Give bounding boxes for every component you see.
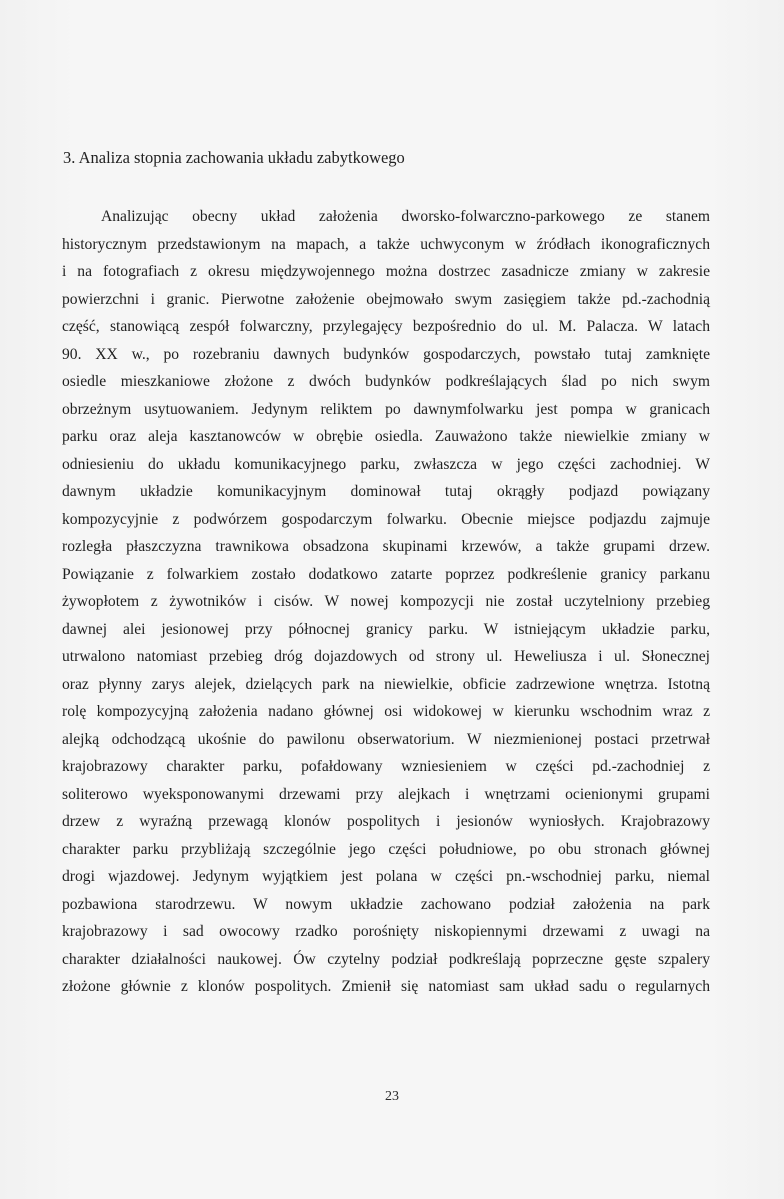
paragraph-line: parku oraz aleja kasztanowców w obrębie osiedla. Zauważono także niewielkie zmiany w: [62, 428, 710, 445]
body-paragraph: [62, 203, 710, 1001]
paragraph-line: rolę kompozycyjną założenia nadano głównej osi widokowej w kierunku wschodnim wraz z: [62, 703, 710, 720]
paragraph-line: soliterowo wyeksponowanymi drzewami przy alejkach i wnętrzami ocienionymi grupami: [62, 785, 710, 803]
paragraph-line: krajobrazowy charakter parku, pofałdowany wzniesieniem w części pd.-zachodniej z: [62, 758, 710, 775]
paragraph-line: żywopłotem z żywotników i cisów. W nowej kompozycji nie został uczytelniony przebieg: [62, 593, 710, 610]
paragraph-line: dawnej alei jesionowej przy północnej granicy parku. W istniejącym układzie parku,: [62, 620, 710, 638]
paragraph-line: Powiązanie z folwarkiem zostało dodatkowo zatarte poprzez podkreślenie granicy parkanu: [62, 565, 710, 583]
paragraph-line: alejką odchodzącą ukośnie do pawilonu obserwatorium. W niezmienionej postaci przetrwał: [62, 730, 710, 748]
section-heading: 3. Analiza stopnia zachowania układu zabytkowego: [63, 148, 405, 167]
paragraph-line: część, stanowiącą zespół folwarczny, przylegajęcy bezpośrednio do ul. M. Palacza. W latach: [62, 318, 710, 335]
paragraph-line: Analizując obecny układ założenia dworsko-folwarczno-parkowego ze stanem: [101, 208, 710, 225]
paragraph-line: obrzeżnym usytuowaniem. Jedynym reliktem po dawnymfolwarku jest pompa w granicach: [62, 400, 710, 418]
paragraph-line: historycznym przedstawionym na mapach, a także uchwyconym w źródłach ikonograficznych: [62, 235, 710, 253]
paragraph-line: osiedle mieszkaniowe złożone z dwóch budynków podkreślających ślad po nich swym: [62, 373, 710, 390]
paragraph-line: charakter działalności naukowej. Ów czytelny podział podkreślają poprzeczne gęste szpalery: [62, 950, 710, 968]
paragraph-line: kompozycyjnie z podwórzem gospodarczym folwarku. Obecnie miejsce podjazdu zajmuje: [62, 510, 710, 528]
paragraph-line: charakter parku przybliżają szczególnie jego części południowe, po obu stronach głównej: [62, 840, 710, 858]
paragraph-line: odniesieniu do układu komunikacyjnego parku, zwłaszcza w jego części zachodniej. W: [62, 455, 710, 473]
paragraph-line: dawnym układzie komunikacyjnym dominował tutaj okrągły podjazd powiązany: [62, 483, 710, 500]
paragraph-line: oraz płynny zarys alejek, dzielących park na niewielkie, obficie zadrzewione wnętrza. Istotną: [62, 675, 710, 693]
paragraph-line: drzew z wyraźną przewagą klonów pospolitych i jesionów wyniosłych. Krajobrazowy: [62, 813, 710, 830]
paragraph-line: 90. XX w., po rozebraniu dawnych budynków gospodarczych, powstało tutaj zamknięte: [62, 345, 710, 363]
page-number: 23: [385, 1089, 399, 1104]
paragraph-line: rozległa płaszczyzna trawnikowa obsadzona skupinami krzewów, a także grupami drzew.: [62, 538, 710, 555]
paragraph-line: krajobrazowy i sad owocowy rzadko porośnięty niskopiennymi drzewami z uwagi na: [62, 923, 710, 940]
paragraph-line: drogi wjazdowej. Jedynym wyjątkiem jest polana w części pn.-wschodniej parku, niemal: [62, 868, 710, 885]
paragraph-line: utrwalono natomiast przebieg dróg dojazdowych od strony ul. Heweliusza i ul. Słonecznej: [62, 648, 710, 665]
paragraph-line: pozbawiona starodrzewu. W nowym układzie zachowano podział założenia na park: [62, 895, 710, 913]
paragraph-line: powierzchni i granic. Pierwotne założenie obejmowało swym zasięgiem także pd.-zachodnią: [62, 290, 710, 308]
paragraph-line: i na fotografiach z okresu międzywojennego można dostrzec zasadnicze zmiany w zakresie: [62, 263, 710, 280]
paragraph-line: złożone głównie z klonów pospolitych. Zmienił się natomiast sam układ sadu o regularnych: [62, 978, 710, 995]
